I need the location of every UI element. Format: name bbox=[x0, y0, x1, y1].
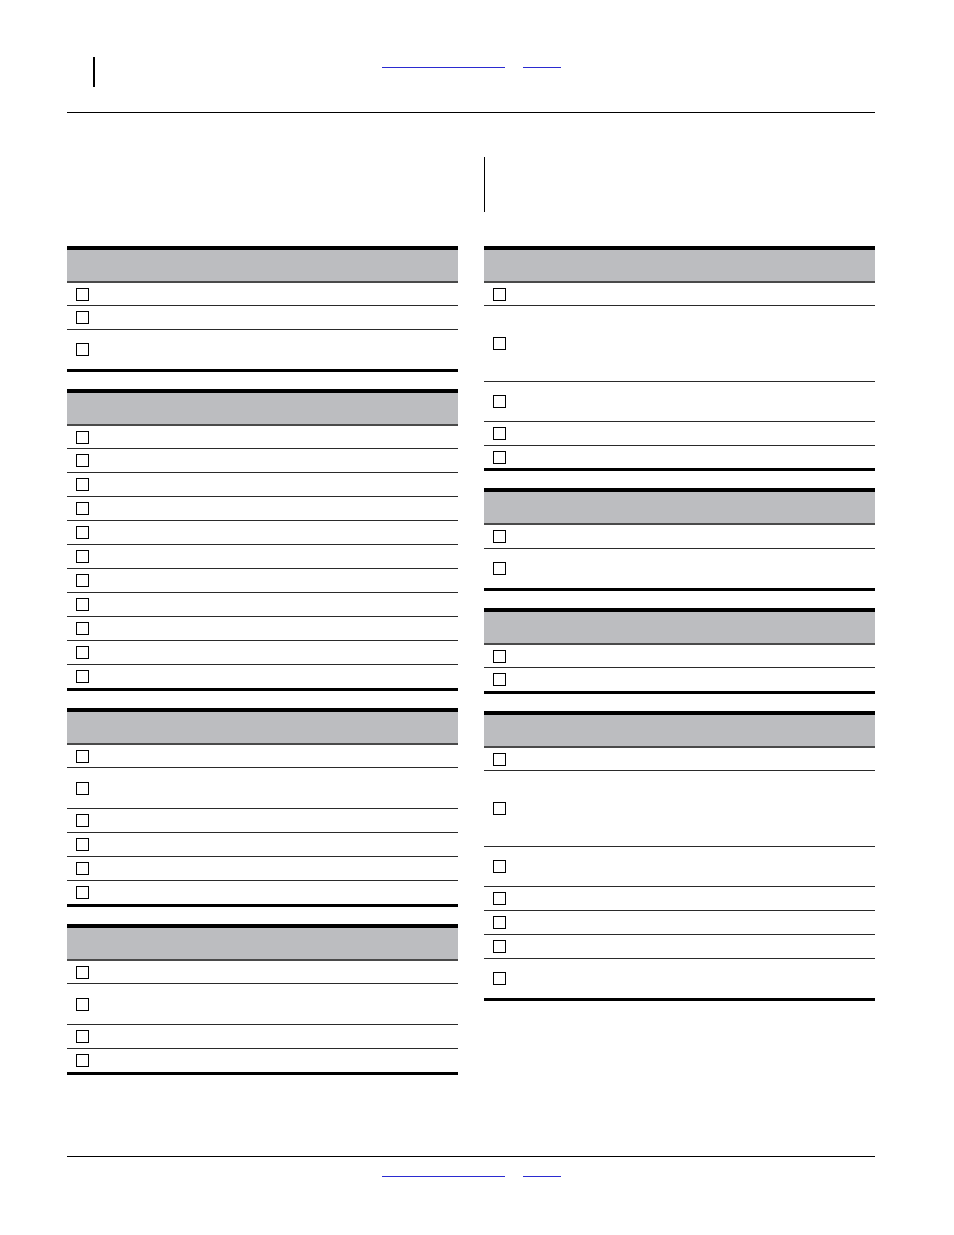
checklist-row bbox=[484, 667, 875, 691]
column-divider-mark bbox=[484, 157, 485, 212]
checkbox[interactable] bbox=[76, 838, 89, 851]
checklist-row bbox=[67, 544, 458, 568]
checkbox[interactable] bbox=[76, 1030, 89, 1043]
checklist-row bbox=[484, 958, 875, 998]
checklist-row bbox=[484, 846, 875, 886]
checkbox[interactable] bbox=[493, 650, 506, 663]
checklist-row bbox=[67, 305, 458, 329]
checkbox[interactable] bbox=[76, 311, 89, 324]
checkbox[interactable] bbox=[76, 598, 89, 611]
checkbox[interactable] bbox=[76, 288, 89, 301]
checklist-section bbox=[484, 488, 875, 591]
checkbox[interactable] bbox=[76, 574, 89, 587]
checklist-row bbox=[67, 640, 458, 664]
checkbox[interactable] bbox=[493, 860, 506, 873]
header-margin-bar bbox=[93, 57, 95, 87]
checklist-row bbox=[67, 880, 458, 904]
checklist-row bbox=[484, 548, 875, 588]
checkbox[interactable] bbox=[76, 998, 89, 1011]
checkbox[interactable] bbox=[493, 940, 506, 953]
checklist-row bbox=[67, 961, 458, 983]
checklist-section bbox=[67, 246, 458, 372]
checklist-section bbox=[484, 246, 875, 471]
section-header bbox=[67, 928, 458, 961]
checkbox[interactable] bbox=[76, 782, 89, 795]
checkbox[interactable] bbox=[493, 753, 506, 766]
checklist-row bbox=[67, 983, 458, 1024]
checklist-row bbox=[67, 283, 458, 305]
section-header bbox=[484, 250, 875, 283]
checkbox[interactable] bbox=[76, 750, 89, 763]
section-header bbox=[67, 250, 458, 283]
checklist-row bbox=[67, 832, 458, 856]
checklist-row bbox=[67, 856, 458, 880]
left-checklist-column bbox=[67, 246, 458, 1092]
checklist-row bbox=[67, 426, 458, 448]
checkbox[interactable] bbox=[76, 431, 89, 444]
checkbox[interactable] bbox=[493, 530, 506, 543]
checklist-row bbox=[484, 421, 875, 445]
checklist-row bbox=[484, 910, 875, 934]
checklist-row bbox=[67, 329, 458, 369]
checklist-row bbox=[484, 381, 875, 421]
checklist-row bbox=[67, 767, 458, 808]
checklist-row bbox=[67, 808, 458, 832]
checkbox[interactable] bbox=[493, 451, 506, 464]
checkbox[interactable] bbox=[76, 454, 89, 467]
checkbox[interactable] bbox=[493, 562, 506, 575]
checklist-section bbox=[67, 389, 458, 691]
checklist-row bbox=[484, 770, 875, 846]
checkbox[interactable] bbox=[76, 814, 89, 827]
section-header bbox=[484, 612, 875, 645]
checklist-row bbox=[484, 525, 875, 548]
checkbox[interactable] bbox=[76, 862, 89, 875]
header-rule bbox=[67, 112, 875, 113]
checklist-row bbox=[67, 496, 458, 520]
checklist-row bbox=[484, 886, 875, 910]
checkbox[interactable] bbox=[76, 646, 89, 659]
footer-rule bbox=[67, 1156, 875, 1157]
checkbox[interactable] bbox=[493, 972, 506, 985]
checkbox[interactable] bbox=[76, 622, 89, 635]
section-header bbox=[484, 492, 875, 525]
checkbox[interactable] bbox=[76, 966, 89, 979]
checklist-section bbox=[67, 708, 458, 907]
checkbox[interactable] bbox=[493, 802, 506, 815]
footer-link-title[interactable] bbox=[382, 1176, 505, 1177]
right-checklist-column bbox=[484, 246, 875, 1018]
checkbox[interactable] bbox=[493, 916, 506, 929]
section-header bbox=[67, 393, 458, 426]
checklist-row bbox=[67, 745, 458, 767]
checkbox[interactable] bbox=[493, 427, 506, 440]
header-link-page[interactable] bbox=[523, 67, 561, 68]
header-link-title[interactable] bbox=[382, 67, 505, 68]
checklist-row bbox=[67, 664, 458, 688]
checkbox[interactable] bbox=[493, 673, 506, 686]
checklist-row bbox=[67, 568, 458, 592]
checkbox[interactable] bbox=[76, 1054, 89, 1067]
checklist-row bbox=[67, 616, 458, 640]
checkbox[interactable] bbox=[76, 886, 89, 899]
checkbox[interactable] bbox=[76, 343, 89, 356]
checklist-row bbox=[484, 934, 875, 958]
checklist-row bbox=[67, 1024, 458, 1048]
checklist-row bbox=[67, 1048, 458, 1072]
checkbox[interactable] bbox=[76, 670, 89, 683]
checklist-section bbox=[484, 711, 875, 1001]
checklist-row bbox=[484, 645, 875, 667]
checklist-row bbox=[484, 748, 875, 770]
checkbox[interactable] bbox=[76, 550, 89, 563]
checkbox[interactable] bbox=[76, 502, 89, 515]
checklist-row bbox=[484, 305, 875, 381]
checklist-row bbox=[67, 472, 458, 496]
section-header bbox=[484, 715, 875, 748]
checkbox[interactable] bbox=[493, 892, 506, 905]
checkbox[interactable] bbox=[493, 395, 506, 408]
checklist-section bbox=[67, 924, 458, 1075]
checklist-row bbox=[67, 592, 458, 616]
footer-link-page[interactable] bbox=[523, 1176, 561, 1177]
section-header bbox=[67, 712, 458, 745]
checkbox[interactable] bbox=[493, 337, 506, 350]
checkbox[interactable] bbox=[76, 526, 89, 539]
checklist-row bbox=[484, 283, 875, 305]
checklist-row bbox=[484, 445, 875, 468]
checklist-section bbox=[484, 608, 875, 694]
checkbox[interactable] bbox=[76, 478, 89, 491]
checkbox[interactable] bbox=[493, 288, 506, 301]
checklist-row bbox=[67, 520, 458, 544]
checklist-row bbox=[67, 448, 458, 472]
